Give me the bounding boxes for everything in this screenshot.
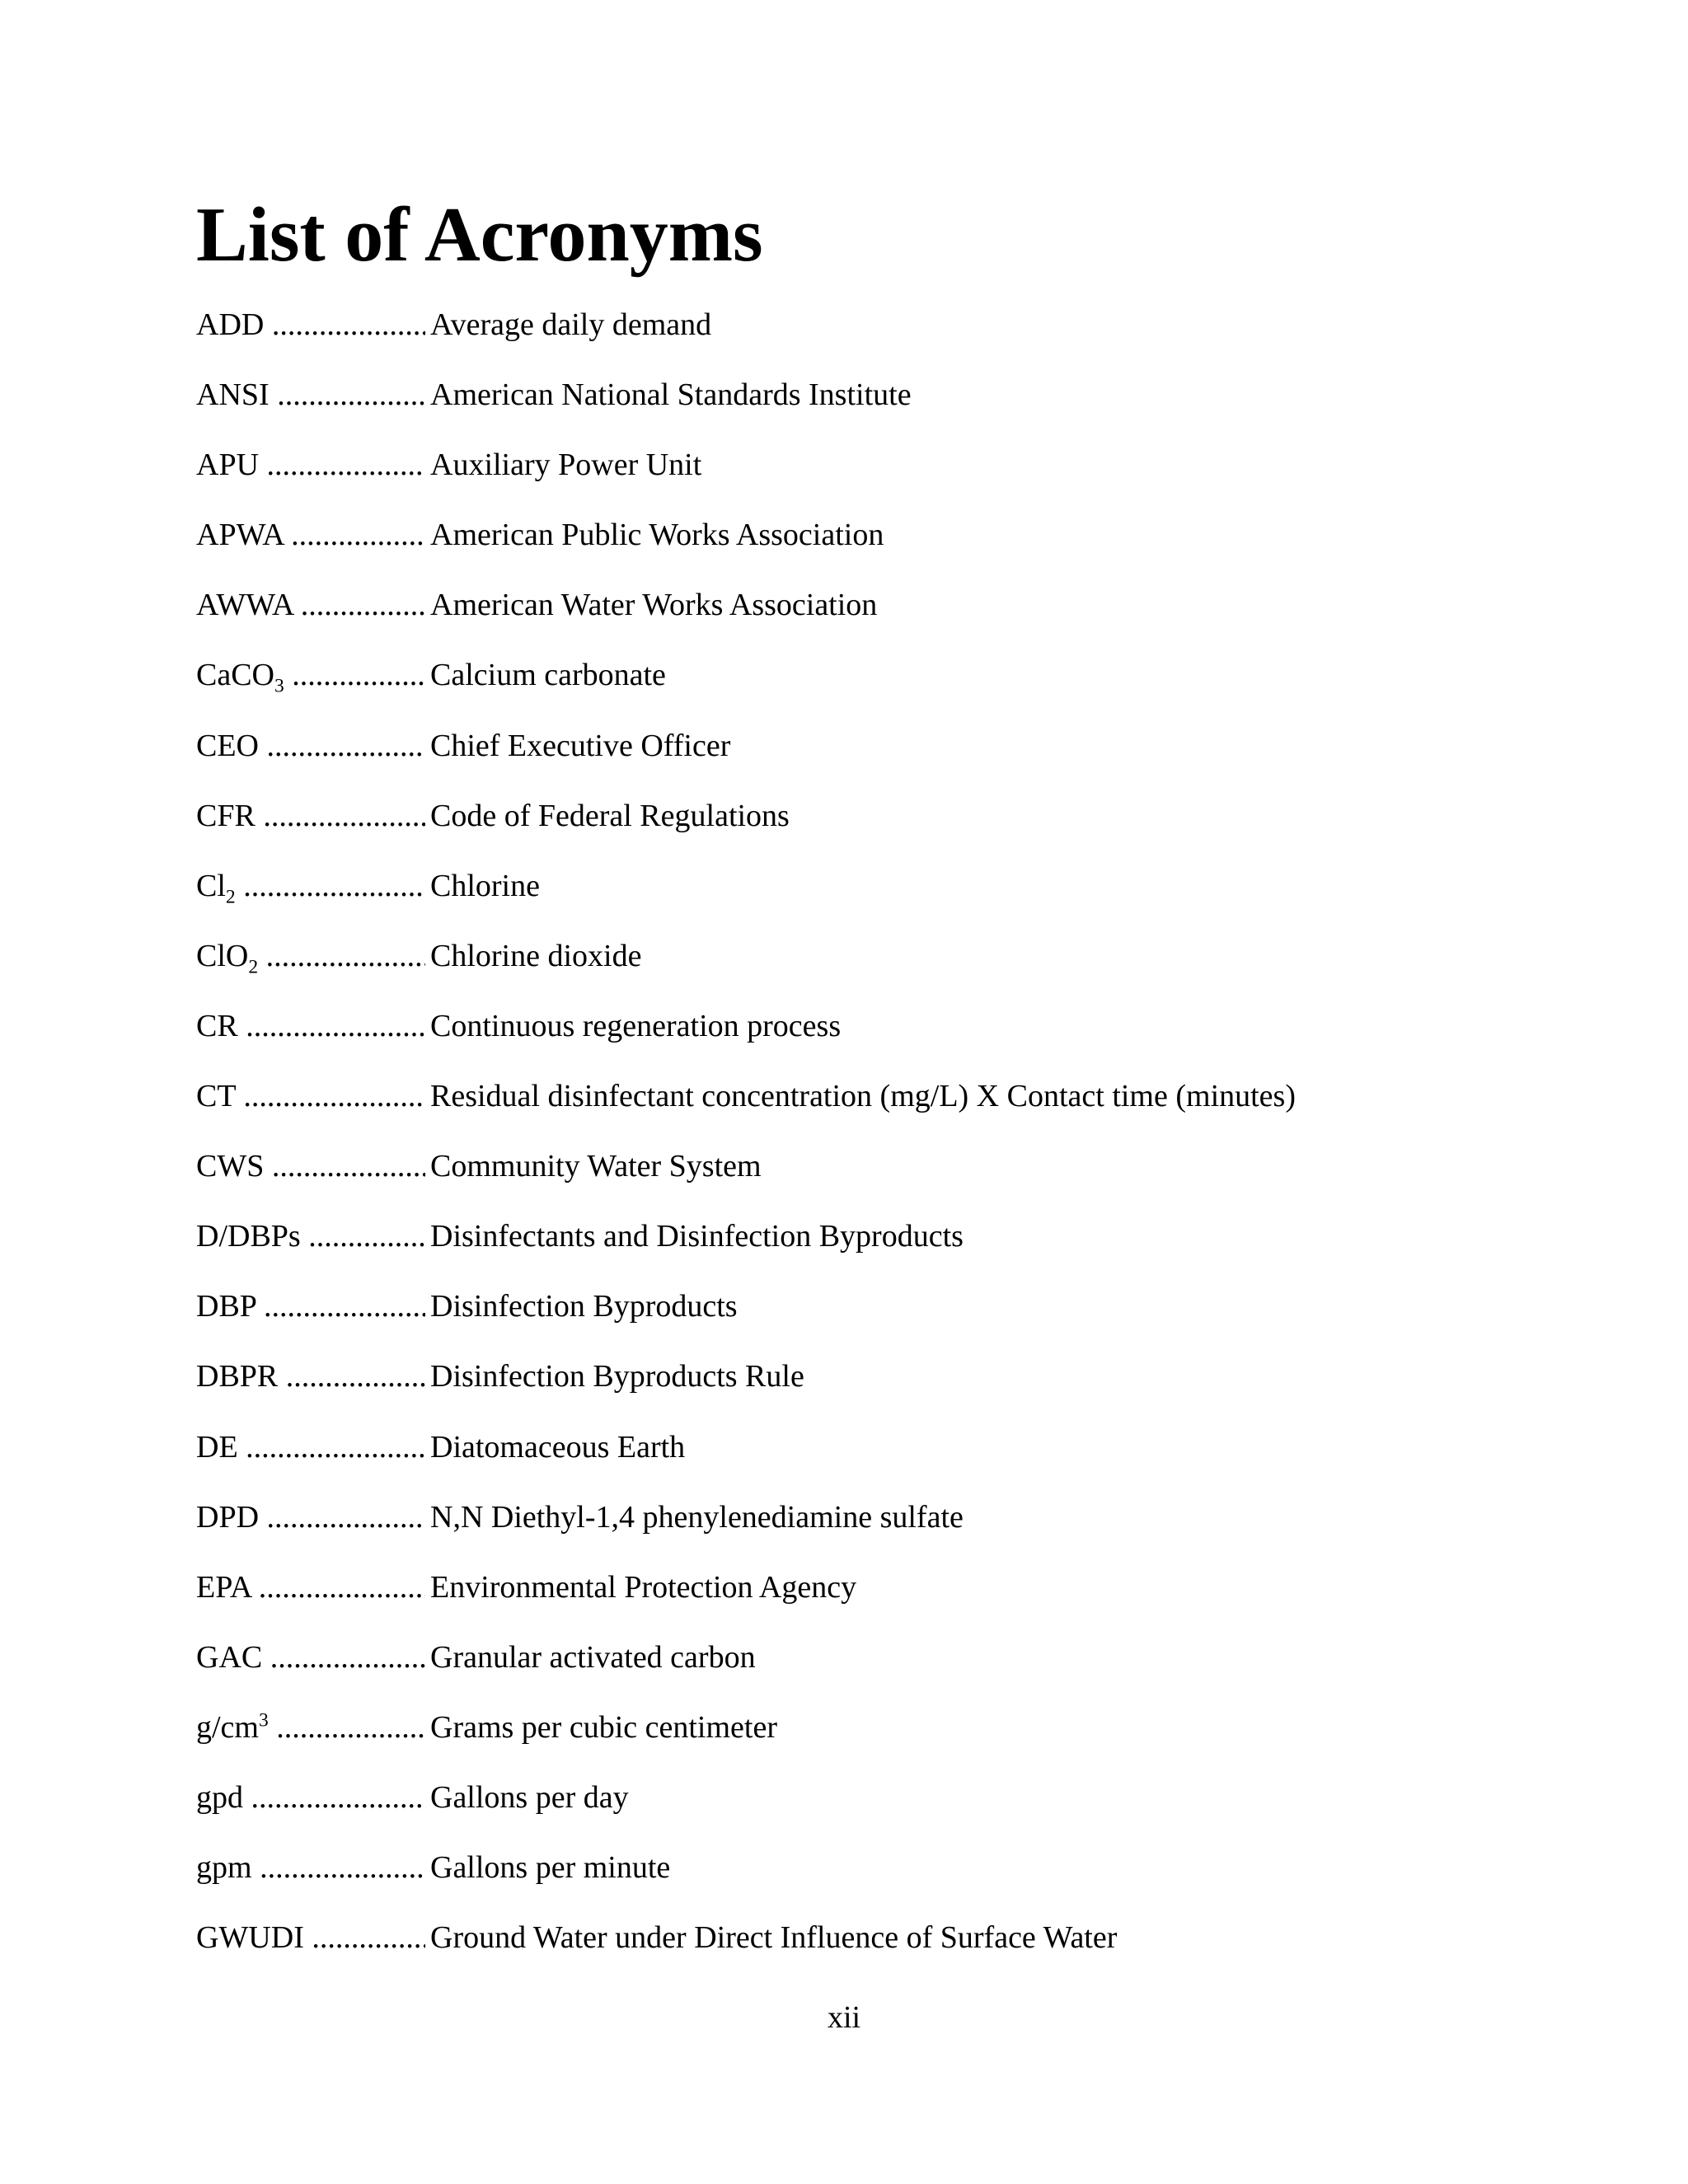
acronym-term [196, 1710, 269, 1745]
acronym-definition: Chlorine dioxide [430, 938, 642, 973]
acronym-term [196, 377, 270, 412]
acronym-entry [196, 1913, 1597, 1983]
acronym-entry [196, 721, 1597, 791]
acronym-term-text: APU [196, 448, 260, 483]
acronym-leader [196, 1493, 425, 1542]
acronym-term-text: Cl [196, 868, 226, 903]
acronym-definition: Calcium carbonate [430, 658, 666, 693]
acronym-leader [196, 510, 425, 560]
acronym-entry [196, 1001, 1597, 1071]
acronym-term [196, 588, 293, 622]
acronym-term-text: EPA [196, 1569, 251, 1605]
acronym-definition: Average daily demand [430, 307, 712, 342]
acronym-leader [196, 931, 425, 981]
acronym-term-text: DBPR [196, 1359, 279, 1394]
acronym-entry [196, 931, 1597, 1001]
acronym-term [196, 1289, 256, 1324]
acronym-term [196, 1640, 262, 1675]
acronym-term-text: CWS [196, 1149, 265, 1184]
acronym-definition: Environmental Protection Agency [430, 1569, 857, 1605]
acronym-superscript: 3 [258, 1709, 269, 1732]
acronym-definition: Ground Water under Direct Influence of Surface Water [430, 1920, 1118, 1956]
acronym-term [196, 518, 284, 552]
acronym-definition: Granular activated carbon [430, 1639, 756, 1675]
page-title: List of Acronyms [196, 192, 763, 278]
acronym-entry [196, 1633, 1597, 1703]
acronym-leader [196, 1773, 425, 1822]
acronym-entry [196, 300, 1597, 370]
acronym-term [196, 658, 284, 698]
acronym-term-text: g/cm [196, 1709, 259, 1745]
acronym-term-text: CFR [196, 798, 256, 833]
acronym-entry [196, 1212, 1597, 1282]
acronym-definition: Grams per cubic centimeter [430, 1709, 777, 1745]
acronym-definition: Disinfectants and Disinfection Byproducts [430, 1219, 964, 1254]
acronym-definition: Chlorine [430, 868, 540, 903]
acronym-definition: Disinfection Byproducts Rule [430, 1359, 804, 1394]
acronym-term [196, 938, 259, 978]
acronym-leader [196, 721, 425, 771]
acronym-entry [196, 440, 1597, 510]
acronym-term [196, 1920, 304, 1955]
acronym-entry [196, 861, 1597, 931]
acronym-term [196, 868, 236, 908]
acronym-leader [196, 1282, 425, 1331]
acronym-leader [196, 1141, 425, 1191]
acronym-definition: Continuous regeneration process [430, 1008, 842, 1043]
acronym-leader [196, 1913, 425, 1962]
acronym-leader [196, 1563, 425, 1612]
acronym-term-text: gpd [196, 1779, 243, 1815]
acronym-definition: Gallons per day [430, 1779, 629, 1815]
acronym-leader [196, 1352, 425, 1401]
acronym-entry [196, 1141, 1597, 1212]
acronym-entry [196, 1282, 1597, 1352]
acronym-term [196, 1570, 251, 1605]
acronym-term-text: CT [196, 1079, 236, 1114]
acronym-leader [196, 1422, 425, 1472]
acronym-leader [196, 300, 425, 349]
acronym-term [196, 1850, 252, 1885]
acronym-definition: Community Water System [430, 1149, 762, 1184]
acronym-term [196, 1079, 236, 1113]
acronym-definition: Auxiliary Power Unit [430, 448, 702, 483]
acronym-entry [196, 1773, 1597, 1843]
acronym-entry [196, 580, 1597, 650]
acronym-entry [196, 1843, 1597, 1913]
acronym-leader [196, 370, 425, 419]
acronym-term-text: GWUDI [196, 1920, 304, 1956]
acronym-term [196, 1780, 243, 1815]
acronym-term-text: CR [196, 1008, 238, 1043]
acronym-term-text: DBP [196, 1289, 256, 1324]
acronym-term-text: ANSI [196, 377, 270, 413]
acronym-term [196, 307, 264, 342]
acronym-term-text: AWWA [196, 588, 293, 623]
acronym-leader [196, 1212, 425, 1261]
acronym-term [196, 1430, 238, 1465]
acronym-leader [196, 1001, 425, 1051]
acronym-definition: American Public Works Association [430, 518, 884, 553]
acronym-definition: Diatomaceous Earth [430, 1429, 686, 1465]
acronym-entry [196, 1352, 1597, 1422]
acronym-term [196, 1219, 301, 1254]
acronym-leader [196, 1703, 425, 1752]
acronym-entry [196, 510, 1597, 580]
acronym-leader [196, 650, 425, 700]
acronym-term [196, 1500, 259, 1535]
acronym-term [196, 1009, 238, 1043]
acronym-entry [196, 1071, 1597, 1141]
acronym-term-text: CEO [196, 728, 259, 763]
acronym-entry [196, 1493, 1597, 1563]
acronym-term [196, 1149, 264, 1183]
page-number: xii [827, 2000, 861, 2035]
acronym-term [196, 729, 259, 763]
acronym-definition: Disinfection Byproducts [430, 1289, 738, 1324]
acronym-entry [196, 791, 1597, 861]
acronym-definition: Gallons per minute [430, 1850, 671, 1886]
acronym-leader [196, 1071, 425, 1121]
acronym-leader [196, 580, 425, 630]
acronym-term-text: APWA [196, 518, 284, 553]
acronym-definition: Residual disinfectant concentration (mg/L) X Contact time (minutes) [430, 1079, 1296, 1114]
acronym-definition: Chief Executive Officer [430, 728, 731, 763]
acronym-entry [196, 1703, 1597, 1773]
acronym-entry [196, 1563, 1597, 1633]
acronym-term [196, 1359, 278, 1394]
acronym-leader [196, 861, 425, 911]
acronym-term [196, 448, 259, 482]
acronym-definition: Code of Federal Regulations [430, 798, 790, 833]
acronym-definition: N,N Diethyl-1,4 phenylenediamine sulfate [430, 1499, 964, 1535]
acronym-term-text: CaCO [196, 658, 274, 693]
acronym-entry [196, 1422, 1597, 1493]
acronym-term-text: DE [196, 1429, 238, 1465]
acronym-subscript: 2 [225, 886, 236, 908]
acronym-definition: American Water Works Association [430, 588, 878, 623]
acronym-term-text: DPD [196, 1499, 260, 1535]
acronym-subscript: 2 [248, 956, 259, 978]
acronym-term-text: gpm [196, 1850, 252, 1886]
acronym-definition: American National Standards Institute [430, 377, 912, 413]
acronym-term-text: GAC [196, 1639, 263, 1675]
acronym-subscript: 3 [274, 676, 284, 698]
acronym-list [196, 300, 1597, 1983]
acronym-term-text: ClO [196, 938, 249, 973]
acronym-entry [196, 650, 1597, 720]
acronym-entry [196, 370, 1597, 440]
acronym-term-text: D/DBPs [196, 1219, 301, 1254]
acronym-leader [196, 1843, 425, 1892]
acronym-leader [196, 1633, 425, 1682]
acronym-term-text: ADD [196, 307, 265, 342]
acronym-leader [196, 791, 425, 841]
acronym-leader [196, 440, 425, 490]
acronym-term [196, 799, 256, 833]
